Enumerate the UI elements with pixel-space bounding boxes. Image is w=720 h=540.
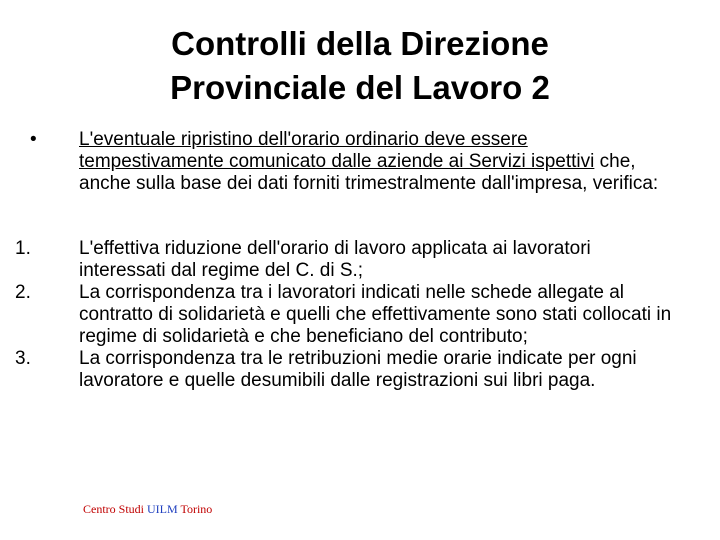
slide-title <box>60 22 660 110</box>
bullet-rest-text: che, anche sulla base dei dati forniti trimestralmente dall'impresa, verifica: <box>79 151 659 194</box>
numbered-list <box>15 238 675 392</box>
list-item-number: 2. <box>15 282 31 303</box>
title-line-2: Provinciale del Lavoro 2 <box>170 69 550 106</box>
list-item-text: La corrispondenza tra le retribuzioni medie orarie indicate per ogni lavoratore e quelle desumibili dalle registrazioni sui libri paga. <box>79 348 637 391</box>
list-item-text: L'effettiva riduzione dell'orario di lavoro applicata ai lavoratori interessati dal regime del C. di S.; <box>79 238 591 281</box>
list-item <box>15 238 675 282</box>
bullet-marker: • <box>30 129 37 150</box>
footer-text-3: Torino <box>177 502 213 516</box>
footer-text-2: UILM <box>147 502 178 516</box>
title-line-1: Controlli della Direzione <box>171 25 549 62</box>
bullet-paragraph <box>30 129 670 195</box>
list-item-text: La corrispondenza tra i lavoratori indicati nelle schede allegate al contratto di solidarietà e quelli che effettivamente sono stati collocati in regime di solidarietà e che beneficiano del contributo; <box>79 282 672 347</box>
footer <box>83 502 212 516</box>
footer-text-1: Centro Studi <box>83 502 148 516</box>
list-item <box>15 348 675 392</box>
bullet-text <box>79 129 670 195</box>
list-item <box>15 282 675 348</box>
list-item-number: 3. <box>15 348 31 369</box>
bullet-underlined-text: L'eventuale ripristino dell'orario ordinario deve essere tempestivamente comunicato dalle aziende ai Servizi ispettivi <box>79 129 595 172</box>
list-item-number: 1. <box>15 238 31 259</box>
